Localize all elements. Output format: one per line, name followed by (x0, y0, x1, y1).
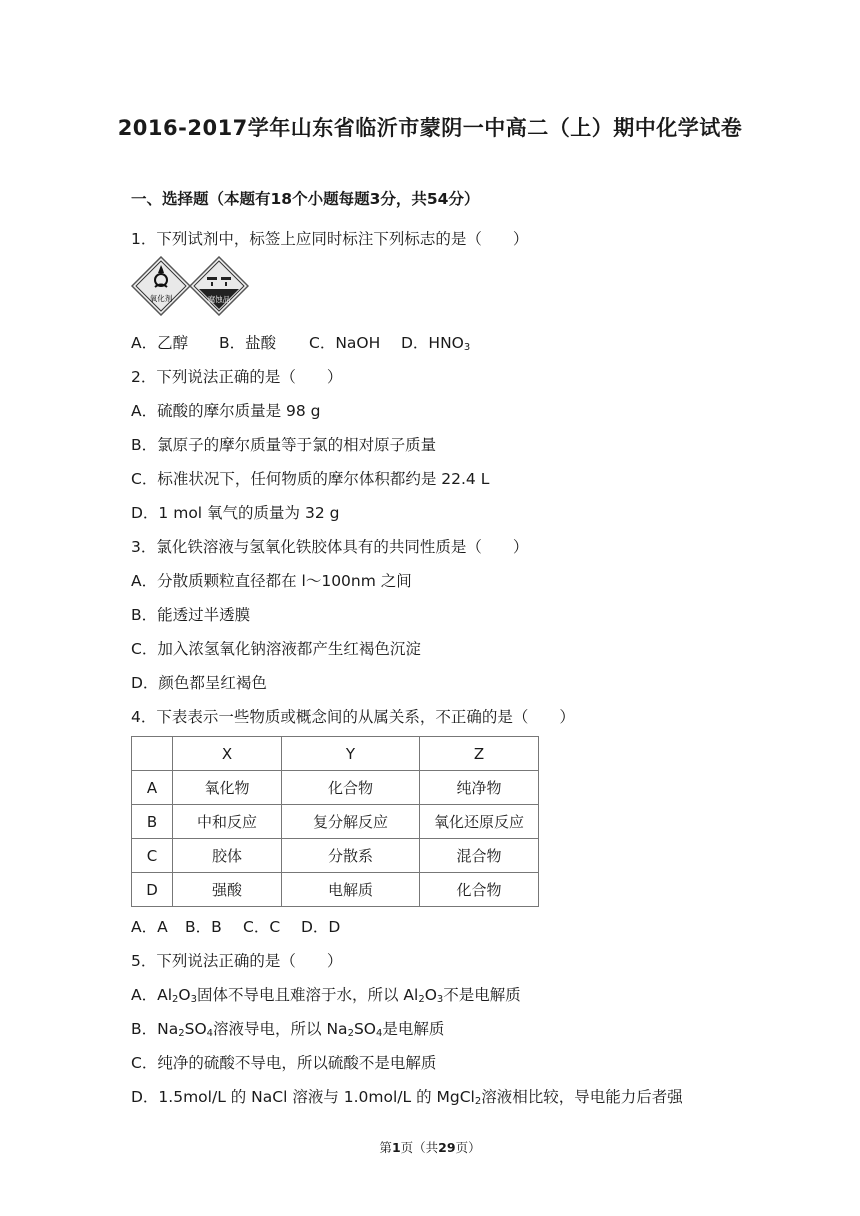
q5-option-d: D．1.5mol/L 的 NaCl 溶液与 1.0mol/L 的 MgCl$_2$溶液相比较，导电能力后者强 (131, 1088, 683, 1107)
hazard-signs (131, 256, 731, 326)
table-cell: 电解质 (282, 873, 420, 907)
q2-option-d: D．1 mol 氧气的质量为 32 g (131, 504, 340, 522)
table-header-cell (132, 737, 173, 771)
q2-option-c: C．标准状况下，任何物质的摩尔体积都约是 22.4 L (131, 470, 490, 488)
page-footer: 第1页（共29页） (379, 1140, 481, 1155)
q2-option-b: B．氯原子的摩尔质量等于氯的相对原子质量 (131, 436, 437, 454)
table-header-cell: Y (282, 737, 420, 771)
q5-option-b: B．$Na_2SO_4$溶液导电，所以 $Na_2SO_4$是电解质 (131, 1020, 445, 1039)
table-row (132, 873, 539, 907)
q1-option-a: A．乙醇 (131, 334, 189, 352)
q4-option-a: A．A (131, 918, 168, 936)
document-body (131, 188, 731, 1114)
table-header-cell: Z (420, 737, 539, 771)
table-row (132, 805, 539, 839)
table-row (132, 771, 539, 805)
corrosive-sign-icon (189, 256, 249, 316)
table-cell: 化合物 (420, 873, 539, 907)
table-cell: 复分解反应 (282, 805, 420, 839)
question-3-stem: 3．氯化铁溶液与氢氧化铁胶体具有的共同性质是（ ） (131, 538, 529, 556)
question-2-stem: 2．下列说法正确的是（ ） (131, 368, 343, 386)
table-cell: 混合物 (420, 839, 539, 873)
table-cell: B (132, 805, 173, 839)
q3-option-c: C．加入浓氢氧化钠溶液都产生红褐色沉淀 (131, 640, 421, 658)
page-title: 2016-2017学年山东省临沂市蒙阴一中高二（上）期中化学试卷 (117, 116, 743, 140)
q1-option-d: D．$HNO_3$ (401, 334, 471, 353)
table-cell: 化合物 (282, 771, 420, 805)
question-1-stem: 1．下列试剂中，标签上应同时标注下列标志的是（ ） (131, 230, 529, 248)
table-cell: 氧化还原反应 (420, 805, 539, 839)
question-1-options (131, 326, 731, 360)
table-cell: D (132, 873, 173, 907)
q4-option-d: D．D (301, 918, 341, 936)
q3-option-b: B．能透过半透膜 (131, 606, 251, 624)
table-cell: 纯净物 (420, 771, 539, 805)
q5-option-a: A．$Al_2O_3$固体不导电且难溶于水，所以 $Al_2O_3$不是电解质 (131, 986, 521, 1005)
q1-option-c: C．NaOH (309, 334, 381, 352)
corrosive-sign-label: 腐蚀品 (207, 295, 231, 304)
table-cell: 分散系 (282, 839, 420, 873)
table-row (132, 839, 539, 873)
table-cell: 胶体 (173, 839, 282, 873)
table-cell: C (132, 839, 173, 873)
table-cell: 氧化物 (173, 771, 282, 805)
question-5-stem: 5．下列说法正确的是（ ） (131, 952, 343, 970)
table-header-row (132, 737, 539, 771)
table-cell: 中和反应 (173, 805, 282, 839)
q3-option-d: D．颜色都呈红褐色 (131, 674, 267, 692)
oxidizer-sign-icon (131, 256, 191, 316)
question-4-stem: 4．下表表示一些物质或概念间的从属关系，不正确的是（ ） (131, 708, 575, 726)
q4-option-b: B．B (185, 918, 222, 936)
page-number: 1 (391, 1140, 401, 1155)
q5-option-c: C．纯净的硫酸不导电，所以硫酸不是电解质 (131, 1054, 437, 1072)
q4-option-c: C．C (243, 918, 281, 936)
oxidizer-sign-label: 氧化剂 (149, 294, 173, 303)
q3-option-a: A．分散质颗粒直径都在 l～100nm 之间 (131, 572, 412, 590)
page-total: 29 (438, 1140, 456, 1155)
question-4-options (131, 910, 731, 944)
section-heading: 一、选择题（本题有18个小题每题3分，共54分） (131, 190, 480, 208)
table-header-cell: X (173, 737, 282, 771)
classification-table (131, 736, 539, 907)
q2-option-a: A．硫酸的摩尔质量是 98 g (131, 402, 321, 420)
table-cell: A (132, 771, 173, 805)
table-cell: 强酸 (173, 873, 282, 907)
q1-option-b: B．盐酸 (219, 334, 277, 352)
